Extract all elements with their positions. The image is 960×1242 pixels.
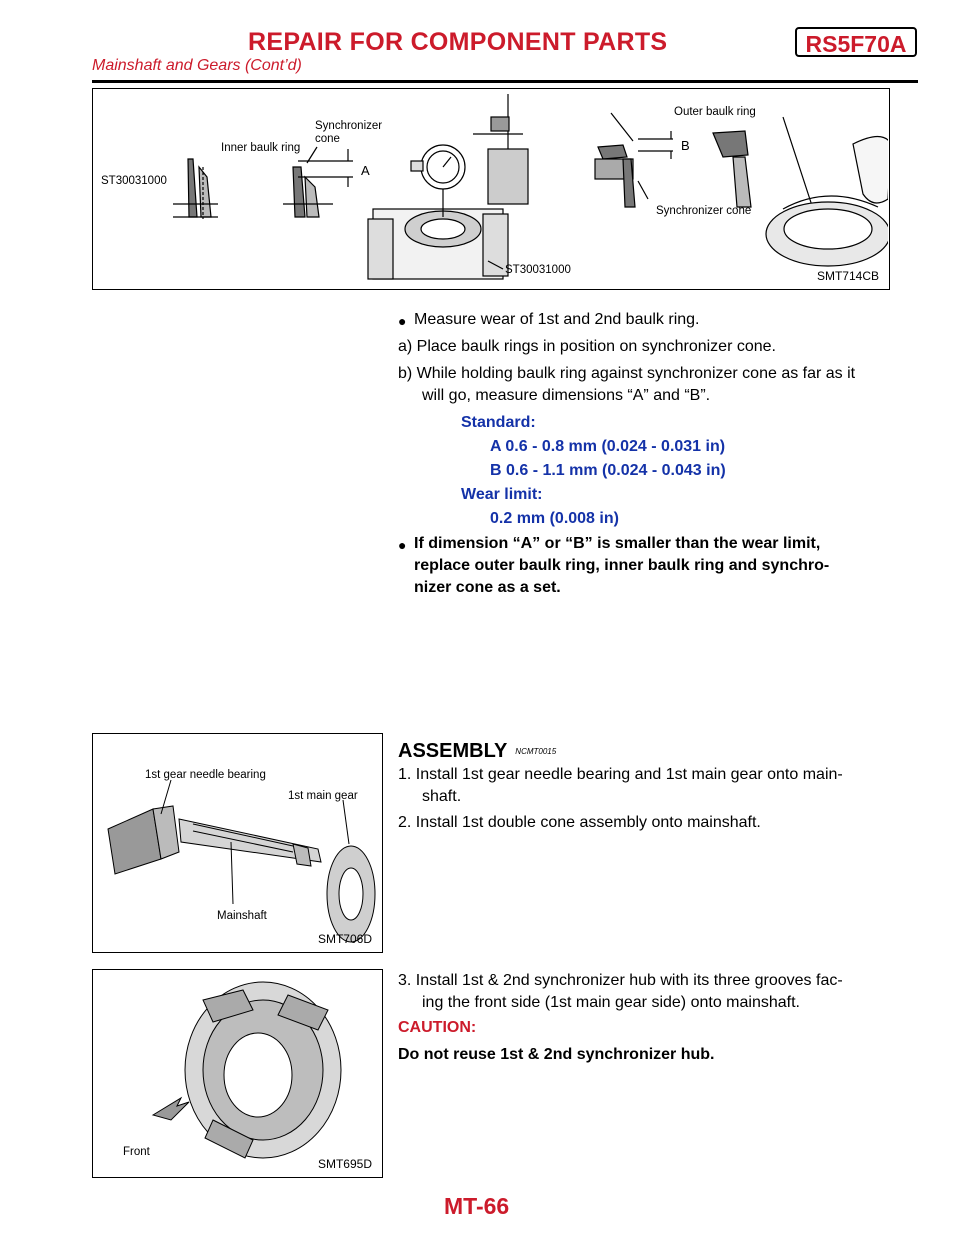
caution-label: CAUTION: [398,1019,477,1036]
standard-value-a: A 0.6 - 0.8 mm (0.024 - 0.031 in) [490,438,726,455]
page-header-subtitle: Mainshaft and Gears (Cont’d) [92,57,302,74]
figure-code: SMT706D [317,932,372,946]
figure-synchronizer-hub [92,969,383,1178]
wear-limit-value: 0.2 mm (0.008 in) [490,510,619,527]
label-st30031000-left: ST30031000 [101,175,167,187]
baulk-ring-measurement-illustration [93,89,888,288]
label-mainshaft: Mainshaft [217,910,267,922]
label-synchronizer-cone: Synchronizer cone [656,205,752,217]
bullet-icon: ● [398,537,407,553]
assembly-step1-line2: shaft. [422,788,462,805]
label-synchronizer-line2: cone [315,133,340,145]
label-1st-main-gear: 1st main gear [288,790,358,802]
measure-step-a: a) Place baulk rings in position on synchronizer cone. [398,338,776,355]
bullet-icon: ● [398,313,407,329]
assembly-step1-line1: 1. Install 1st gear needle bearing and 1st main gear onto main- [398,766,843,783]
wear-limit-label: Wear limit: [461,486,543,503]
label-1st-gear-needle-bearing: 1st gear needle bearing [145,769,266,781]
assembly-step2: 2. Install 1st double cone assembly onto mainshaft. [398,814,761,831]
measure-step-b-line1: b) While holding baulk ring against synchronizer cone as far as it [398,365,856,382]
label-dimension-b: B [681,138,690,153]
standard-value-b: B 0.6 - 1.1 mm (0.024 - 0.043 in) [490,462,726,479]
model-code-badge: RS5F70A [795,27,917,57]
figure-mainshaft-assembly [92,733,383,953]
assembly-heading-text: ASSEMBLY [398,740,508,762]
label-outer-baulk-ring: Outer baulk ring [674,106,756,118]
measure-bullet-text: Measure wear of 1st and 2nd baulk ring. [414,311,700,328]
figure-baulk-ring-measurement [92,88,890,290]
label-inner-baulk-ring: Inner baulk ring [221,142,301,154]
page-number: MT-66 [444,1193,510,1219]
label-dimension-a: A [361,163,370,178]
assembly-step3-line2: ing the front side (1st main gear side) onto mainshaft. [422,994,800,1011]
assembly-ref-code: NCMT0015 [515,746,557,756]
header-rule [92,80,918,83]
assembly-heading [398,741,556,762]
wear-warning-line1: If dimension “A” or “B” is smaller than the wear limit, [414,535,821,552]
label-synchronizer-line1: Synchronizer [315,120,383,132]
wear-warning-line2: replace outer baulk ring, inner baulk ring and synchro- [414,557,830,574]
label-st30031000-center: ST30031000 [505,264,571,276]
measure-step-b-line2: will go, measure dimensions “A” and “B”. [422,387,711,404]
figure-code: SMT714CB [816,269,879,283]
figure-code: SMT695D [317,1157,372,1171]
wear-warning-line3: nizer cone as a set. [414,579,561,596]
standard-label: Standard: [461,414,536,431]
assembly-step3-line1: 3. Install 1st & 2nd synchronizer hub with its three grooves fac- [398,972,843,989]
label-front: Front [123,1146,150,1158]
page-header-title: REPAIR FOR COMPONENT PARTS [248,28,668,56]
caution-text: Do not reuse 1st & 2nd synchronizer hub. [398,1046,715,1063]
